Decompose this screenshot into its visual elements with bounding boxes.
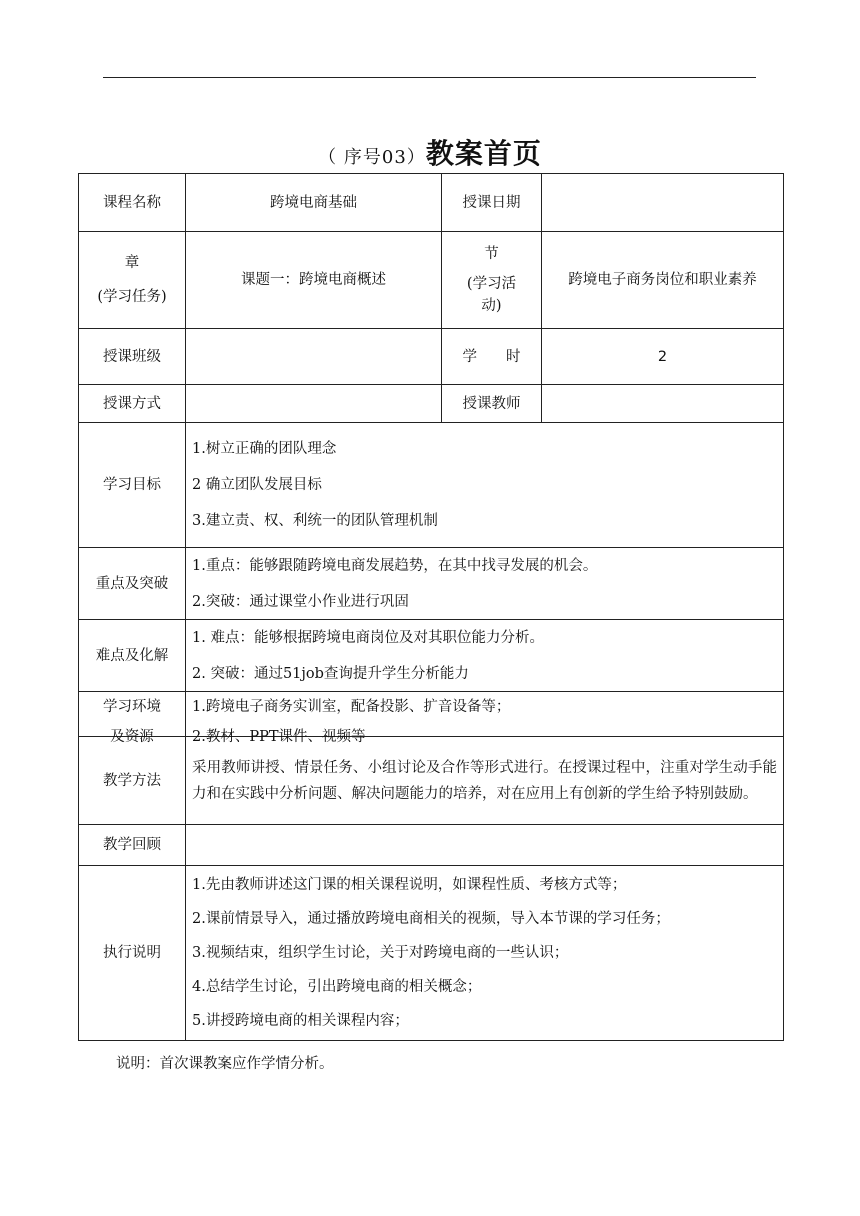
row-objectives [79,423,784,548]
environment-item: 1.跨境电子商务实训室，配备投影、扩音设备等； [192,699,511,715]
row-teaching-method [79,737,784,825]
row-review [79,825,784,866]
difficulty-item: 1. 难点：能够根据跨境电商岗位及对其职位能力分析。 [192,629,544,646]
environment-value [186,692,784,745]
class-value [186,329,442,385]
row-method [79,385,784,423]
difficulty-label: 难点及化解 [79,620,186,692]
hours-value: 2 [542,329,784,385]
key-item: 2.突破：通过课堂小作业进行巩固 [192,593,409,610]
method-label: 授课方式 [79,385,186,423]
teaching-method-label: 教学方法 [79,737,186,825]
row-course [79,174,784,232]
row-execution [79,866,784,1041]
hours-label: 学 时 [442,329,542,385]
execution-item: 3.视频结束，组织学生讨论，关于对跨境电商的一些认识； [192,945,569,961]
chapter-value: 课题一：跨境电商概述 [186,232,442,329]
section-label [442,232,542,329]
key-label: 重点及突破 [79,548,186,620]
row-environment [79,692,784,737]
row-key-points [79,548,784,620]
date-value [542,174,784,232]
lesson-plan-table [78,173,784,1041]
row-difficulty [79,620,784,692]
teaching-method-value: 采用教师讲授、情景任务、小组讨论及合作等形式进行。在授课过程中，注重对学生动手能力和在实践中分析问题、解决问题能力的培养，对在应用上有创新的学生给予特别鼓励。 [186,737,784,825]
section-label-line3: 动) [481,298,502,314]
objective-item: 2 确立团队发展目标 [192,477,322,493]
class-label: 授课班级 [79,329,186,385]
key-item: 1.重点：能够跟随跨境电商发展趋势，在其中找寻发展的机会。 [192,557,598,574]
title-main: 教案首页 [425,137,542,170]
method-value [186,385,442,423]
review-value [186,825,784,866]
environment-label [79,692,186,745]
page-title [0,132,860,172]
execution-item: 1.先由教师讲述这门课的相关课程说明，如课程性质、考核方式等； [192,877,627,893]
execution-label: 执行说明 [79,866,186,1041]
objectives-value [186,423,784,548]
row-chapter [79,232,784,329]
course-name-label: 课程名称 [79,174,186,232]
teacher-label: 授课教师 [442,385,542,423]
date-label: 授课日期 [442,174,542,232]
objectives-label: 学习目标 [79,423,186,548]
execution-item: 2.课前情景导入，通过播放跨境电商相关的视频，导入本节课的学习任务； [192,911,670,927]
execution-item: 5.讲授跨境电商的相关课程内容； [192,1013,409,1029]
environment-label-line1: 学习环境 [103,699,161,715]
environment-label-line2: 及资源 [110,729,154,745]
chapter-label-line1: 章 [124,255,140,271]
difficulty-item: 2. 突破：通过51job查询提升学生分析能力 [192,665,469,682]
review-label: 教学回顾 [79,825,186,866]
objective-item: 3.建立责、权、利统一的团队管理机制 [192,513,438,529]
section-value: 跨境电子商务岗位和职业素养 [542,232,784,329]
course-name-value: 跨境电商基础 [186,174,442,232]
section-label-line2: (学习活 [466,276,517,292]
title-prefix: （ 序号03） [318,147,426,168]
execution-value [186,866,784,1041]
chapter-label [79,232,186,329]
header-rule [103,77,756,78]
section-label-line1: 节 [484,246,499,262]
key-value [186,548,784,620]
chapter-label-line2: (学习任务) [97,289,167,305]
difficulty-value [186,620,784,692]
footer-note: 说明：首次课教案应作学情分析。 [116,1056,334,1072]
row-class [79,329,784,385]
teacher-value [542,385,784,423]
environment-item: 2.教材、PPT课件、视频等 [192,729,366,745]
execution-item: 4.总结学生讨论，引出跨境电商的相关概念； [192,979,482,995]
objective-item: 1.树立正确的团队理念 [192,441,337,457]
